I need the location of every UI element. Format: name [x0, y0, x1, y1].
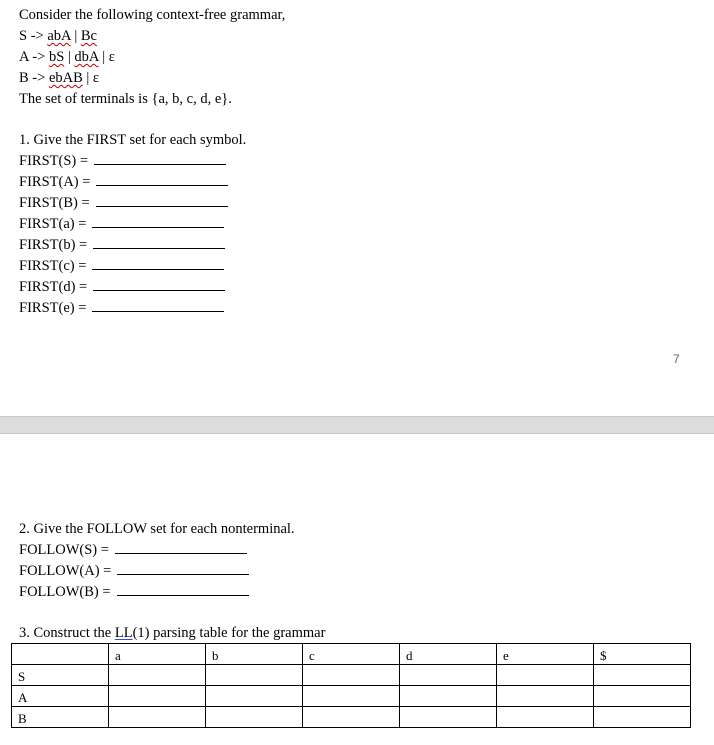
first-label: FIRST(d) =	[19, 279, 88, 295]
rule-epsilon: | ε	[98, 49, 115, 65]
table-cell[interactable]	[594, 686, 691, 707]
first-label: FIRST(B) =	[19, 195, 90, 211]
table-header-cell: d	[400, 644, 497, 665]
follow-label: FOLLOW(B) =	[19, 584, 111, 600]
rule-epsilon: | ε	[82, 70, 100, 86]
table-cell[interactable]	[303, 665, 400, 686]
q3-title-prefix: 3. Construct the	[19, 625, 115, 641]
rule-production: Bc	[80, 28, 97, 44]
first-b-row	[19, 194, 228, 212]
first-label: FIRST(a) =	[19, 216, 87, 232]
follow-label: FOLLOW(A) =	[19, 563, 112, 579]
row-label: A	[12, 686, 109, 707]
answer-blank[interactable]	[115, 541, 247, 554]
table-cell[interactable]	[400, 707, 497, 728]
first-label: FIRST(A) =	[19, 174, 91, 190]
rule-production: ebAB	[48, 70, 83, 86]
answer-blank[interactable]	[96, 173, 228, 186]
table-row	[12, 665, 691, 686]
table-cell[interactable]	[109, 686, 206, 707]
table-header-cell: a	[109, 644, 206, 665]
grammar-rule-b	[19, 69, 99, 87]
answer-blank[interactable]	[93, 236, 225, 249]
grammar-rule-s	[19, 27, 97, 45]
table-header-cell: e	[497, 644, 594, 665]
answer-blank[interactable]	[94, 152, 226, 165]
answer-blank[interactable]	[92, 257, 224, 270]
q3-title	[19, 624, 325, 642]
follow-b-row	[19, 583, 249, 601]
first-b-terminal-row	[19, 236, 225, 254]
table-header-row	[12, 644, 691, 665]
answer-blank[interactable]	[117, 583, 249, 596]
follow-a-row	[19, 562, 249, 580]
table-header-cell: c	[303, 644, 400, 665]
table-row	[12, 686, 691, 707]
table-cell[interactable]	[400, 665, 497, 686]
terminals-text: The set of terminals is {a, b, c, d, e}.	[19, 91, 232, 107]
table-cell[interactable]	[400, 686, 497, 707]
follow-s-row	[19, 541, 247, 559]
answer-blank[interactable]	[93, 278, 225, 291]
rule-lhs: B ->	[19, 70, 46, 86]
grammar-rule-a	[19, 48, 115, 66]
intro-text: Consider the following context-free grammar,	[19, 7, 286, 23]
table-corner-cell	[12, 644, 109, 665]
answer-blank[interactable]	[92, 215, 224, 228]
table-cell[interactable]	[303, 686, 400, 707]
first-label: FIRST(e) =	[19, 300, 87, 316]
q3-title-suffix: (1) parsing table for the grammar	[132, 625, 326, 641]
page-break	[0, 416, 714, 434]
first-s-row	[19, 152, 226, 170]
row-label: B	[12, 707, 109, 728]
first-d-terminal-row	[19, 278, 225, 296]
table-header-cell: b	[206, 644, 303, 665]
rule-separator: |	[64, 49, 75, 65]
first-label: FIRST(b) =	[19, 237, 88, 253]
q2-title: 2. Give the FOLLOW set for each nonterminal.	[19, 521, 295, 537]
follow-label: FOLLOW(S) =	[19, 542, 109, 558]
table-cell[interactable]	[497, 707, 594, 728]
table-cell[interactable]	[109, 665, 206, 686]
q1-title: 1. Give the FIRST set for each symbol.	[19, 132, 247, 148]
table-row	[12, 707, 691, 728]
first-a-terminal-row	[19, 215, 224, 233]
table-cell[interactable]	[594, 665, 691, 686]
rule-production: bS	[48, 49, 65, 65]
answer-blank[interactable]	[92, 299, 224, 312]
first-a-row	[19, 173, 228, 191]
first-c-terminal-row	[19, 257, 224, 275]
first-label: FIRST(c) =	[19, 258, 87, 274]
answer-blank[interactable]	[96, 194, 228, 207]
rule-separator: |	[70, 28, 81, 44]
table-cell[interactable]	[109, 707, 206, 728]
table-cell[interactable]	[206, 665, 303, 686]
table-header-cell: $	[594, 644, 691, 665]
rule-production: abA	[47, 28, 71, 44]
table-cell[interactable]	[206, 686, 303, 707]
table-cell[interactable]	[497, 686, 594, 707]
rule-lhs: S ->	[19, 28, 44, 44]
first-label: FIRST(S) =	[19, 153, 89, 169]
page-number: 7	[673, 352, 680, 366]
table-cell[interactable]	[594, 707, 691, 728]
table-cell[interactable]	[303, 707, 400, 728]
first-e-terminal-row	[19, 299, 224, 317]
table-cell[interactable]	[497, 665, 594, 686]
parsing-table	[11, 643, 691, 728]
rule-production: dbA	[74, 49, 99, 65]
q3-title-ll: LL	[114, 625, 133, 641]
answer-blank[interactable]	[117, 562, 249, 575]
rule-lhs: A ->	[19, 49, 46, 65]
table-cell[interactable]	[206, 707, 303, 728]
row-label: S	[12, 665, 109, 686]
